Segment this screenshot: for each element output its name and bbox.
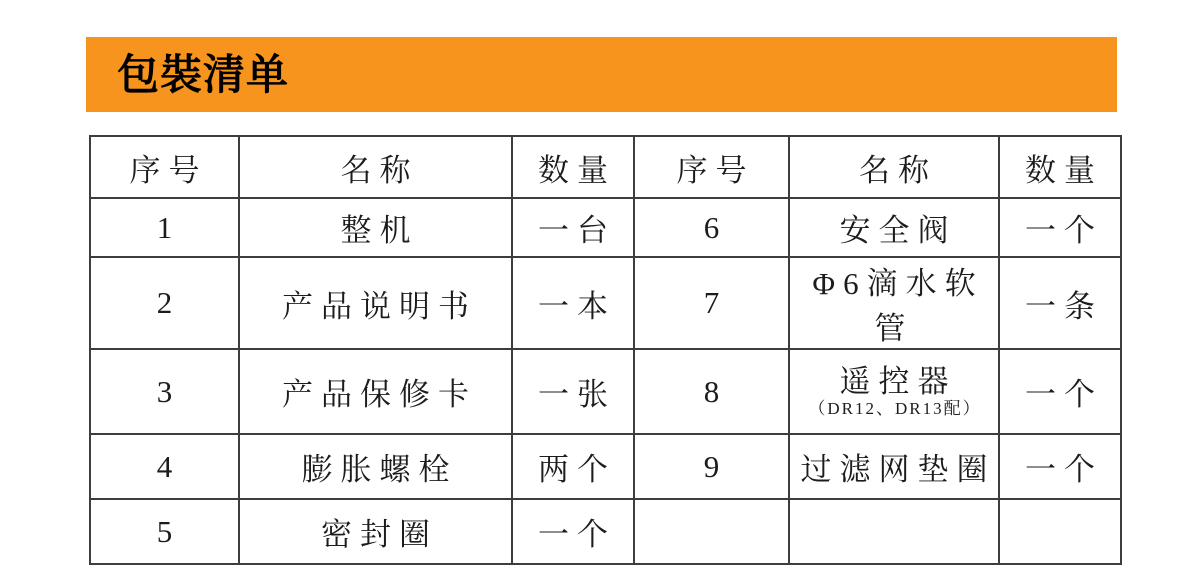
cell-seq: 4 [90,434,239,499]
page-title: 包裝清单 [117,50,290,98]
cell-qty-empty [999,499,1121,564]
remote-label: 遥控器 [839,364,957,400]
cell-qty: 一张 [512,349,634,434]
cell-name: 整机 [239,198,512,257]
cell-seq: 7 [634,257,789,349]
header-seq-right: 序号 [634,136,789,198]
cell-qty: 一条 [999,257,1121,349]
table-row [90,499,1121,564]
cell-name-remote [789,349,999,434]
cell-name: 安全阀 [789,198,999,257]
cell-seq: 9 [634,434,789,499]
table-row [90,198,1121,257]
cell-qty: 一个 [999,349,1121,434]
cell-qty: 一台 [512,198,634,257]
cell-name: 过滤网垫圈 [789,434,999,499]
cell-name: 密封圈 [239,499,512,564]
packing-list-table [89,135,1122,565]
cell-seq-empty [634,499,789,564]
table-row [90,257,1121,349]
cell-qty: 两个 [512,434,634,499]
cell-seq: 6 [634,198,789,257]
cell-qty: 一个 [999,434,1121,499]
header-qty-right: 数量 [999,136,1121,198]
cell-qty: 一个 [999,198,1121,257]
title-banner [86,37,1117,112]
header-seq-left: 序号 [90,136,239,198]
cell-seq: 8 [634,349,789,434]
table-header-row [90,136,1121,198]
table-row [90,434,1121,499]
cell-seq: 1 [90,198,239,257]
header-name-left: 名称 [239,136,512,198]
cell-name: Φ6滴水软管 [789,257,999,349]
cell-name: 膨胀螺栓 [239,434,512,499]
cell-name: 产品保修卡 [239,349,512,434]
table-row [90,349,1121,434]
cell-name: 产品说明书 [239,257,512,349]
cell-qty: 一个 [512,499,634,564]
cell-seq: 2 [90,257,239,349]
remote-model-note: （DR12、DR13配） [808,399,982,419]
header-qty-left: 数量 [512,136,634,198]
cell-seq: 5 [90,499,239,564]
header-name-right: 名称 [789,136,999,198]
cell-qty: 一本 [512,257,634,349]
cell-seq: 3 [90,349,239,434]
cell-name-empty [789,499,999,564]
